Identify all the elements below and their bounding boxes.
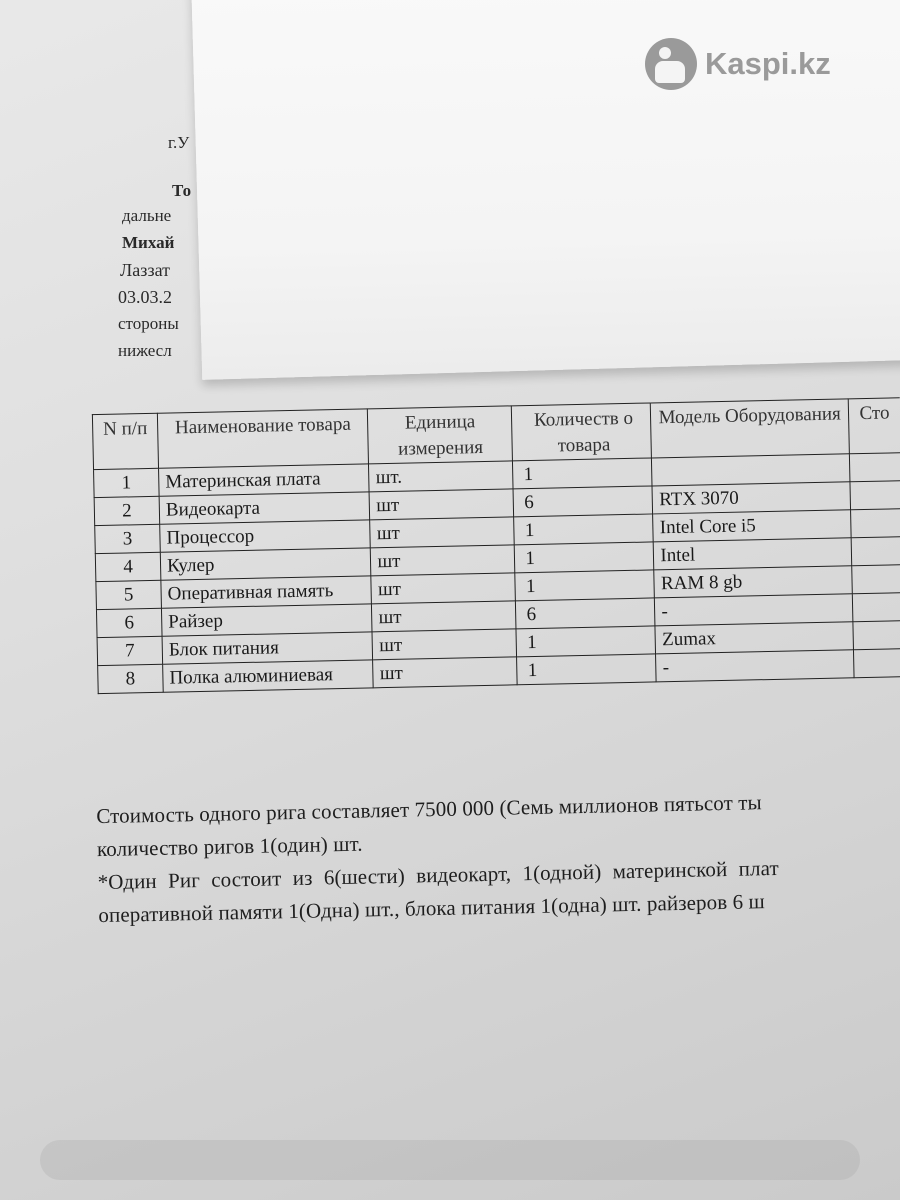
paragraph-line-1: Стоимость одного рига составляет 7500 000 (Семь миллионов пятьсот ты	[96, 790, 762, 829]
row-num: 7	[97, 636, 163, 665]
fragment-name-1: Михай	[122, 233, 175, 252]
row-cost	[849, 453, 900, 482]
row-model: -	[656, 650, 854, 682]
row-cost	[850, 509, 900, 538]
row-name: Процессор	[160, 520, 371, 552]
row-num: 8	[98, 664, 164, 693]
row-num: 4	[95, 552, 161, 581]
items-table	[92, 397, 900, 694]
header-unit: Единица измерения	[368, 406, 513, 464]
row-unit: шт	[371, 545, 516, 576]
row-qty: 1	[515, 542, 655, 573]
row-unit: шт.	[369, 461, 514, 492]
row-qty: 1	[515, 570, 655, 601]
kaspi-brand-text: Kaspi.kz	[705, 46, 831, 81]
row-model: -	[655, 594, 853, 626]
fragment-date: 03.03.2	[118, 287, 172, 307]
fragment-parties: стороны	[118, 314, 179, 333]
row-cost	[852, 565, 900, 594]
row-qty: 6	[513, 486, 653, 517]
cost-paragraph	[96, 782, 900, 932]
header-num: N п/п	[92, 413, 158, 469]
header-name: Наименование товара	[157, 409, 369, 468]
paragraph-line-4: оперативной памяти 1(Одна) шт., блока питания 1(одна) шт. райзеров 6 ш	[98, 889, 766, 928]
row-name: Материнская плата	[159, 464, 370, 496]
row-cost	[853, 621, 900, 650]
row-unit: шт	[373, 657, 518, 688]
blurred-bottom-text	[40, 1140, 860, 1180]
header-model: Модель Оборудования	[651, 399, 850, 458]
fragment-below: нижесл	[118, 341, 172, 360]
row-num: 6	[96, 608, 162, 637]
row-name: Кулер	[160, 548, 371, 580]
row-qty: 6	[516, 598, 656, 629]
row-model: Intel Core i5	[653, 510, 851, 542]
row-num: 5	[96, 580, 162, 609]
row-cost	[850, 481, 900, 510]
row-model: RTX 3070	[652, 482, 850, 514]
row-cost	[853, 649, 900, 678]
row-cost	[851, 537, 900, 566]
row-qty: 1	[517, 654, 657, 685]
row-name: Блок питания	[162, 632, 373, 664]
row-cost	[852, 593, 900, 622]
row-name: Полка алюминиевая	[163, 660, 374, 692]
paragraph-line-3: *Один Риг состоит из 6(шести) видеокарт, 1(одной) материнской плат	[97, 855, 779, 895]
paragraph-line-2: количество ригов 1(один) шт.	[96, 831, 363, 862]
row-model: Intel	[654, 538, 852, 570]
row-num: 1	[94, 468, 160, 497]
row-name: Видеокарта	[159, 492, 370, 524]
header-cost: Сто	[848, 398, 900, 454]
row-name: Райзер	[161, 604, 372, 636]
row-qty: 1	[513, 458, 653, 489]
row-model: RAM 8 gb	[654, 566, 852, 598]
row-qty: 1	[514, 514, 654, 545]
row-unit: шт	[372, 629, 517, 660]
row-unit: шт	[370, 517, 515, 548]
row-num: 3	[95, 524, 161, 553]
fragment-name-2: Лаззат	[120, 260, 171, 280]
row-name: Оперативная память	[161, 576, 372, 608]
fragment-bold-1: То	[172, 181, 192, 200]
row-model	[652, 454, 850, 486]
row-unit: шт	[371, 573, 516, 604]
fragment-city: г.У	[168, 133, 190, 152]
row-unit: шт	[370, 489, 515, 520]
fragment-line-2: дальне	[122, 206, 172, 225]
row-qty: 1	[516, 626, 656, 657]
header-qty: Количеств о товара	[512, 403, 652, 461]
row-num: 2	[94, 496, 160, 525]
row-unit: шт	[372, 601, 517, 632]
row-model: Zumax	[655, 622, 853, 654]
